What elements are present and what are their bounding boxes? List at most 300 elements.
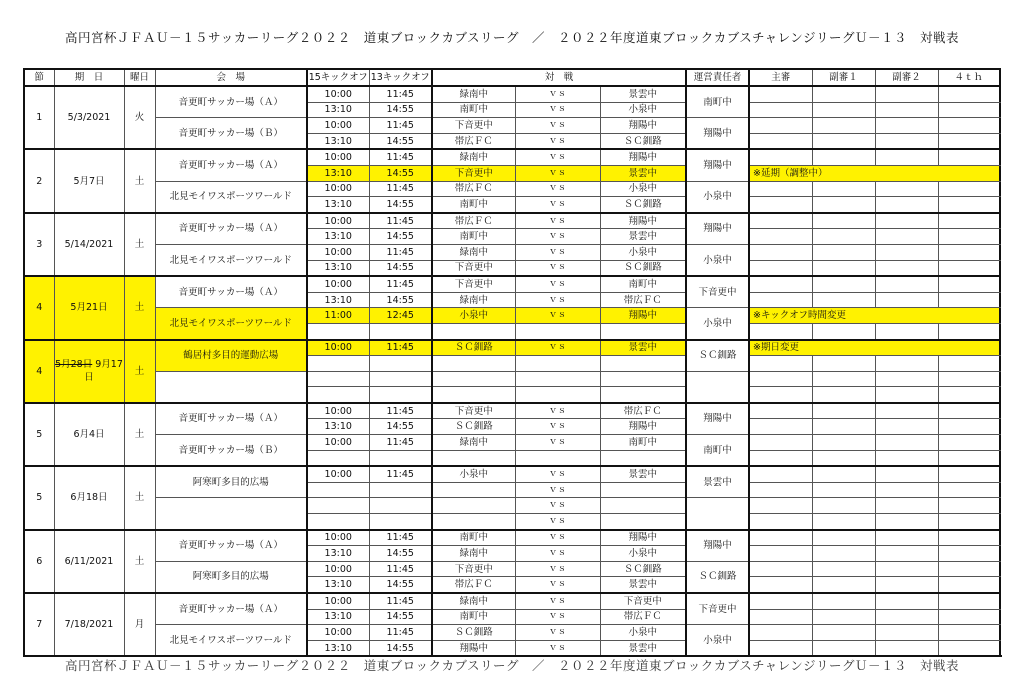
vs-cell: ｖｓ <box>515 308 600 324</box>
assistant2-cell <box>875 530 938 546</box>
assistant1-cell <box>812 482 875 498</box>
home-team-cell: 下音更中 <box>432 118 515 134</box>
assistant2-cell <box>875 292 938 308</box>
ko13-cell: 11:45 <box>369 181 432 197</box>
extra-cell <box>938 323 1000 339</box>
referee-cell <box>749 482 812 498</box>
vs-cell: ｖｓ <box>515 276 600 292</box>
schedule-table <box>23 68 1001 657</box>
referee-cell <box>749 102 812 118</box>
header-venue: 会 場 <box>155 69 307 86</box>
venue-cell: 音更町サッカー場（Ａ） <box>155 593 307 625</box>
ko15-cell: 10:00 <box>307 149 369 165</box>
assistant1-cell <box>812 371 875 387</box>
assistant1-cell <box>812 498 875 514</box>
assistant1-cell <box>812 593 875 609</box>
extra-cell <box>938 118 1000 134</box>
manager-cell: ＳＣ釧路 <box>686 340 749 372</box>
home-team-cell: 緑南中 <box>432 435 515 451</box>
new-date: 9月17日 <box>84 359 123 384</box>
header-ko13: 13キックオフ <box>369 69 432 86</box>
extra-cell <box>938 260 1000 276</box>
day-cell: 土 <box>124 149 155 212</box>
home-team-cell: 帯広ＦＣ <box>432 133 515 149</box>
assistant2-cell <box>875 593 938 609</box>
assistant1-cell <box>812 450 875 466</box>
home-team-cell: 下音更中 <box>432 165 515 181</box>
assistant2-cell <box>875 323 938 339</box>
extra-cell <box>938 640 1000 656</box>
away-team-cell: 下音更中 <box>600 593 686 609</box>
ko13-cell <box>369 356 432 372</box>
manager-cell: 翔陽中 <box>686 149 749 181</box>
home-team-cell: 緑南中 <box>432 149 515 165</box>
assistant2-cell <box>875 450 938 466</box>
assistant1-cell <box>812 546 875 562</box>
ko15-cell <box>307 514 369 530</box>
ko13-cell: 14:55 <box>369 197 432 213</box>
referee-cell <box>749 323 812 339</box>
home-team-cell <box>432 356 515 372</box>
manager-cell: 翔陽中 <box>686 403 749 435</box>
assistant2-cell <box>875 546 938 562</box>
vs-cell <box>515 387 600 403</box>
manager-cell: 南町中 <box>686 86 749 118</box>
assistant2-cell <box>875 356 938 372</box>
venue-cell: 音更町サッカー場（Ａ） <box>155 276 307 308</box>
day-cell: 土 <box>124 466 155 529</box>
vs-cell: ｖｓ <box>515 593 600 609</box>
assistant2-cell <box>875 181 938 197</box>
assistant1-cell <box>812 435 875 451</box>
assistant2-cell <box>875 133 938 149</box>
away-team-cell: 帯広ＦＣ <box>600 403 686 419</box>
ko15-cell <box>307 482 369 498</box>
assistant2-cell <box>875 229 938 245</box>
home-team-cell: ＳＣ釧路 <box>432 625 515 641</box>
manager-cell: 南町中 <box>686 435 749 467</box>
away-team-cell: 翔陽中 <box>600 308 686 324</box>
referee-cell <box>749 371 812 387</box>
home-team-cell: 下音更中 <box>432 561 515 577</box>
assistant2-cell <box>875 118 938 134</box>
referee-cell <box>749 593 812 609</box>
ko13-cell: 14:55 <box>369 292 432 308</box>
assistant2-cell <box>875 577 938 593</box>
assistant2-cell <box>875 149 938 165</box>
table-row <box>24 181 1000 197</box>
vs-cell: ｖｓ <box>515 435 600 451</box>
assistant2-cell <box>875 482 938 498</box>
away-team-cell: 景雲中 <box>600 229 686 245</box>
home-team-cell <box>432 371 515 387</box>
round-cell: 7 <box>24 593 54 656</box>
ko15-cell <box>307 387 369 403</box>
home-team-cell: 南町中 <box>432 102 515 118</box>
ko13-cell: 14:55 <box>369 640 432 656</box>
extra-cell <box>938 133 1000 149</box>
away-team-cell: 景雲中 <box>600 165 686 181</box>
ko13-cell: 11:45 <box>369 244 432 260</box>
vs-cell: ｖｓ <box>515 197 600 213</box>
header-fourth: ４ｔｈ <box>938 69 1000 86</box>
header-day: 曜日 <box>124 69 155 86</box>
table-row <box>24 308 1000 324</box>
extra-cell <box>938 403 1000 419</box>
vs-cell: ｖｓ <box>515 482 600 498</box>
referee-cell <box>749 403 812 419</box>
assistant2-cell <box>875 419 938 435</box>
assistant2-cell <box>875 625 938 641</box>
home-team-cell <box>432 498 515 514</box>
ko15-cell: 13:10 <box>307 292 369 308</box>
home-team-cell: 緑南中 <box>432 546 515 562</box>
away-team-cell: 景雲中 <box>600 640 686 656</box>
vs-cell <box>515 356 600 372</box>
away-team-cell: 翔陽中 <box>600 530 686 546</box>
away-team-cell <box>600 450 686 466</box>
manager-cell: 小泉中 <box>686 244 749 276</box>
away-team-cell <box>600 323 686 339</box>
ko13-cell: 11:45 <box>369 149 432 165</box>
table-row <box>24 244 1000 260</box>
away-team-cell: 景雲中 <box>600 577 686 593</box>
home-team-cell: 緑南中 <box>432 292 515 308</box>
vs-cell: ｖｓ <box>515 561 600 577</box>
round-cell: 5 <box>24 466 54 529</box>
home-team-cell: ＳＣ釧路 <box>432 340 515 356</box>
referee-cell <box>749 561 812 577</box>
home-team-cell: 帯広ＦＣ <box>432 213 515 229</box>
table-row <box>24 340 1000 356</box>
away-team-cell: ＳＣ釧路 <box>600 260 686 276</box>
referee-cell <box>749 133 812 149</box>
referee-cell <box>749 260 812 276</box>
manager-cell <box>686 498 749 530</box>
ko15-cell: 13:10 <box>307 609 369 625</box>
assistant1-cell <box>812 276 875 292</box>
venue-cell: 阿寒町多目的広場 <box>155 561 307 593</box>
date-cell: 5月21日 <box>54 276 124 339</box>
assistant2-cell <box>875 561 938 577</box>
vs-cell: ｖｓ <box>515 118 600 134</box>
extra-cell <box>938 577 1000 593</box>
vs-cell: ｖｓ <box>515 514 600 530</box>
day-cell: 土 <box>124 213 155 276</box>
header-ko15: 15キックオフ <box>307 69 369 86</box>
assistant2-cell <box>875 260 938 276</box>
table-row <box>24 593 1000 609</box>
ko15-cell <box>307 323 369 339</box>
assistant2-cell <box>875 640 938 656</box>
assistant1-cell <box>812 244 875 260</box>
ko13-cell <box>369 498 432 514</box>
day-cell: 土 <box>124 340 155 403</box>
ko15-cell: 11:00 <box>307 308 369 324</box>
vs-cell: ｖｓ <box>515 165 600 181</box>
home-team-cell: 小泉中 <box>432 466 515 482</box>
referee-cell <box>749 118 812 134</box>
referee-cell <box>749 86 812 102</box>
round-cell: 6 <box>24 530 54 593</box>
ko13-cell: 14:55 <box>369 229 432 245</box>
venue-cell: 音更町サッカー場（Ａ） <box>155 213 307 245</box>
referee-cell <box>749 466 812 482</box>
vs-cell: ｖｓ <box>515 577 600 593</box>
referee-cell <box>749 498 812 514</box>
away-team-cell: 南町中 <box>600 276 686 292</box>
assistant1-cell <box>812 149 875 165</box>
vs-cell: ｖｓ <box>515 244 600 260</box>
away-team-cell: ＳＣ釧路 <box>600 133 686 149</box>
venue-cell: 北見モイワスポーツワールド <box>155 244 307 276</box>
home-team-cell: 緑南中 <box>432 86 515 102</box>
extra-cell <box>938 609 1000 625</box>
vs-cell <box>515 323 600 339</box>
ko15-cell: 13:10 <box>307 165 369 181</box>
vs-cell: ｖｓ <box>515 86 600 102</box>
assistant2-cell <box>875 213 938 229</box>
manager-cell: 景雲中 <box>686 466 749 498</box>
round-cell: 4 <box>24 340 54 403</box>
home-team-cell <box>432 450 515 466</box>
ko15-cell: 10:00 <box>307 466 369 482</box>
ko15-cell: 10:00 <box>307 181 369 197</box>
date-cell: 7/18/2021 <box>54 593 124 656</box>
ko15-cell: 10:00 <box>307 276 369 292</box>
away-team-cell: 翔陽中 <box>600 213 686 229</box>
extra-cell <box>938 387 1000 403</box>
assistant1-cell <box>812 577 875 593</box>
vs-cell: ｖｓ <box>515 640 600 656</box>
vs-cell: ｖｓ <box>515 149 600 165</box>
extra-cell <box>938 244 1000 260</box>
home-team-cell <box>432 514 515 530</box>
extra-cell <box>938 498 1000 514</box>
home-team-cell: 緑南中 <box>432 593 515 609</box>
header-match: 対 戦 <box>432 69 686 86</box>
assistant1-cell <box>812 609 875 625</box>
manager-cell: 小泉中 <box>686 625 749 657</box>
assistant2-cell <box>875 197 938 213</box>
assistant2-cell <box>875 514 938 530</box>
ko13-cell: 11:45 <box>369 593 432 609</box>
manager-cell: 翔陽中 <box>686 530 749 562</box>
away-team-cell: 景雲中 <box>600 466 686 482</box>
vs-cell: ｖｓ <box>515 213 600 229</box>
away-team-cell: 翔陽中 <box>600 118 686 134</box>
assistant1-cell <box>812 530 875 546</box>
manager-cell: 翔陽中 <box>686 118 749 150</box>
ko13-cell: 11:45 <box>369 213 432 229</box>
referee-cell <box>749 530 812 546</box>
extra-cell <box>938 86 1000 102</box>
date-cell: 6/11/2021 <box>54 530 124 593</box>
away-team-cell: ＳＣ釧路 <box>600 561 686 577</box>
away-team-cell <box>600 356 686 372</box>
extra-cell <box>938 229 1000 245</box>
manager-cell <box>686 371 749 403</box>
ko15-cell <box>307 450 369 466</box>
ko15-cell: 13:10 <box>307 260 369 276</box>
vs-cell: ｖｓ <box>515 229 600 245</box>
extra-cell <box>938 149 1000 165</box>
date-cell: 5/14/2021 <box>54 213 124 276</box>
venue-cell: 音更町サッカー場（Ａ） <box>155 530 307 562</box>
manager-cell: 小泉中 <box>686 181 749 213</box>
ko13-cell: 11:45 <box>369 86 432 102</box>
ko13-cell: 11:45 <box>369 276 432 292</box>
away-team-cell <box>600 514 686 530</box>
table-row <box>24 561 1000 577</box>
away-team-cell: 景雲中 <box>600 340 686 356</box>
vs-cell: ｖｓ <box>515 102 600 118</box>
referee-cell <box>749 356 812 372</box>
ko15-cell: 13:10 <box>307 102 369 118</box>
referee-cell <box>749 450 812 466</box>
vs-cell: ｖｓ <box>515 498 600 514</box>
vs-cell <box>515 371 600 387</box>
assistant2-cell <box>875 466 938 482</box>
assistant1-cell <box>812 466 875 482</box>
home-team-cell: 南町中 <box>432 530 515 546</box>
ko15-cell: 10:00 <box>307 530 369 546</box>
referee-cell <box>749 387 812 403</box>
ko15-cell: 13:10 <box>307 133 369 149</box>
home-team-cell: 下音更中 <box>432 260 515 276</box>
ko13-cell <box>369 482 432 498</box>
assistant1-cell <box>812 133 875 149</box>
vs-cell: ｖｓ <box>515 546 600 562</box>
ko15-cell: 10:00 <box>307 625 369 641</box>
ko15-cell <box>307 371 369 387</box>
assistant1-cell <box>812 561 875 577</box>
away-team-cell <box>600 498 686 514</box>
away-team-cell: 帯広ＦＣ <box>600 292 686 308</box>
table-row <box>24 86 1000 102</box>
assistant2-cell <box>875 276 938 292</box>
assistant2-cell <box>875 403 938 419</box>
referee-cell <box>749 149 812 165</box>
ko15-cell: 13:10 <box>307 197 369 213</box>
extra-cell <box>938 435 1000 451</box>
home-team-cell: 帯広ＦＣ <box>432 577 515 593</box>
referee-cell <box>749 577 812 593</box>
ko15-cell <box>307 356 369 372</box>
extra-cell <box>938 213 1000 229</box>
ko13-cell <box>369 323 432 339</box>
home-team-cell: 緑南中 <box>432 244 515 260</box>
assistant1-cell <box>812 403 875 419</box>
ko13-cell: 11:45 <box>369 530 432 546</box>
table-row <box>24 435 1000 451</box>
away-team-cell <box>600 482 686 498</box>
round-cell: 2 <box>24 149 54 212</box>
venue-cell <box>155 371 307 403</box>
assistant1-cell <box>812 625 875 641</box>
note-cell: ※キックオフ時間変更 <box>749 308 1000 324</box>
assistant1-cell <box>812 213 875 229</box>
assistant2-cell <box>875 86 938 102</box>
vs-cell: ｖｓ <box>515 403 600 419</box>
extra-cell <box>938 546 1000 562</box>
table-row <box>24 530 1000 546</box>
assistant1-cell <box>812 514 875 530</box>
table-row <box>24 149 1000 165</box>
vs-cell <box>515 450 600 466</box>
away-team-cell: 小泉中 <box>600 102 686 118</box>
assistant1-cell <box>812 640 875 656</box>
venue-cell: 北見モイワスポーツワールド <box>155 181 307 213</box>
ko15-cell: 13:10 <box>307 419 369 435</box>
referee-cell <box>749 181 812 197</box>
ko13-cell: 14:55 <box>369 133 432 149</box>
round-cell: 1 <box>24 86 54 149</box>
home-team-cell: 翔陽中 <box>432 640 515 656</box>
home-team-cell: 下音更中 <box>432 403 515 419</box>
home-team-cell <box>432 482 515 498</box>
venue-cell: 阿寒町多目的広場 <box>155 466 307 498</box>
referee-cell <box>749 197 812 213</box>
assistant1-cell <box>812 181 875 197</box>
ko13-cell: 12:45 <box>369 308 432 324</box>
assistant2-cell <box>875 102 938 118</box>
table-row <box>24 371 1000 387</box>
extra-cell <box>938 292 1000 308</box>
extra-cell <box>938 625 1000 641</box>
vs-cell: ｖｓ <box>515 419 600 435</box>
note-cell: ※期日変更 <box>749 340 1000 356</box>
ko15-cell: 13:10 <box>307 577 369 593</box>
table-row <box>24 403 1000 419</box>
vs-cell: ｖｓ <box>515 466 600 482</box>
referee-cell <box>749 276 812 292</box>
header-assistant1: 副審１ <box>812 69 875 86</box>
referee-cell <box>749 625 812 641</box>
ko13-cell <box>369 514 432 530</box>
assistant2-cell <box>875 435 938 451</box>
ko15-cell <box>307 498 369 514</box>
venue-cell: 鶴居村多目的運動広場 <box>155 340 307 372</box>
venue-cell: 音更町サッカー場（Ａ） <box>155 149 307 181</box>
referee-cell <box>749 229 812 245</box>
ko13-cell: 11:45 <box>369 435 432 451</box>
away-team-cell <box>600 371 686 387</box>
day-cell: 土 <box>124 403 155 466</box>
extra-cell <box>938 450 1000 466</box>
ko13-cell <box>369 387 432 403</box>
extra-cell <box>938 181 1000 197</box>
ko13-cell: 14:55 <box>369 577 432 593</box>
ko13-cell: 14:55 <box>369 609 432 625</box>
away-team-cell: 小泉中 <box>600 181 686 197</box>
day-cell: 土 <box>124 530 155 593</box>
manager-cell: ＳＣ釧路 <box>686 561 749 593</box>
ko13-cell: 11:45 <box>369 466 432 482</box>
venue-cell: 北見モイワスポーツワールド <box>155 308 307 340</box>
vs-cell: ｖｓ <box>515 133 600 149</box>
table-row <box>24 213 1000 229</box>
ko15-cell: 10:00 <box>307 340 369 356</box>
round-cell: 5 <box>24 403 54 466</box>
extra-cell <box>938 482 1000 498</box>
date-cell: 5月7日 <box>54 149 124 212</box>
referee-cell <box>749 213 812 229</box>
extra-cell <box>938 561 1000 577</box>
assistant1-cell <box>812 197 875 213</box>
referee-cell <box>749 609 812 625</box>
home-team-cell: 帯広ＦＣ <box>432 181 515 197</box>
